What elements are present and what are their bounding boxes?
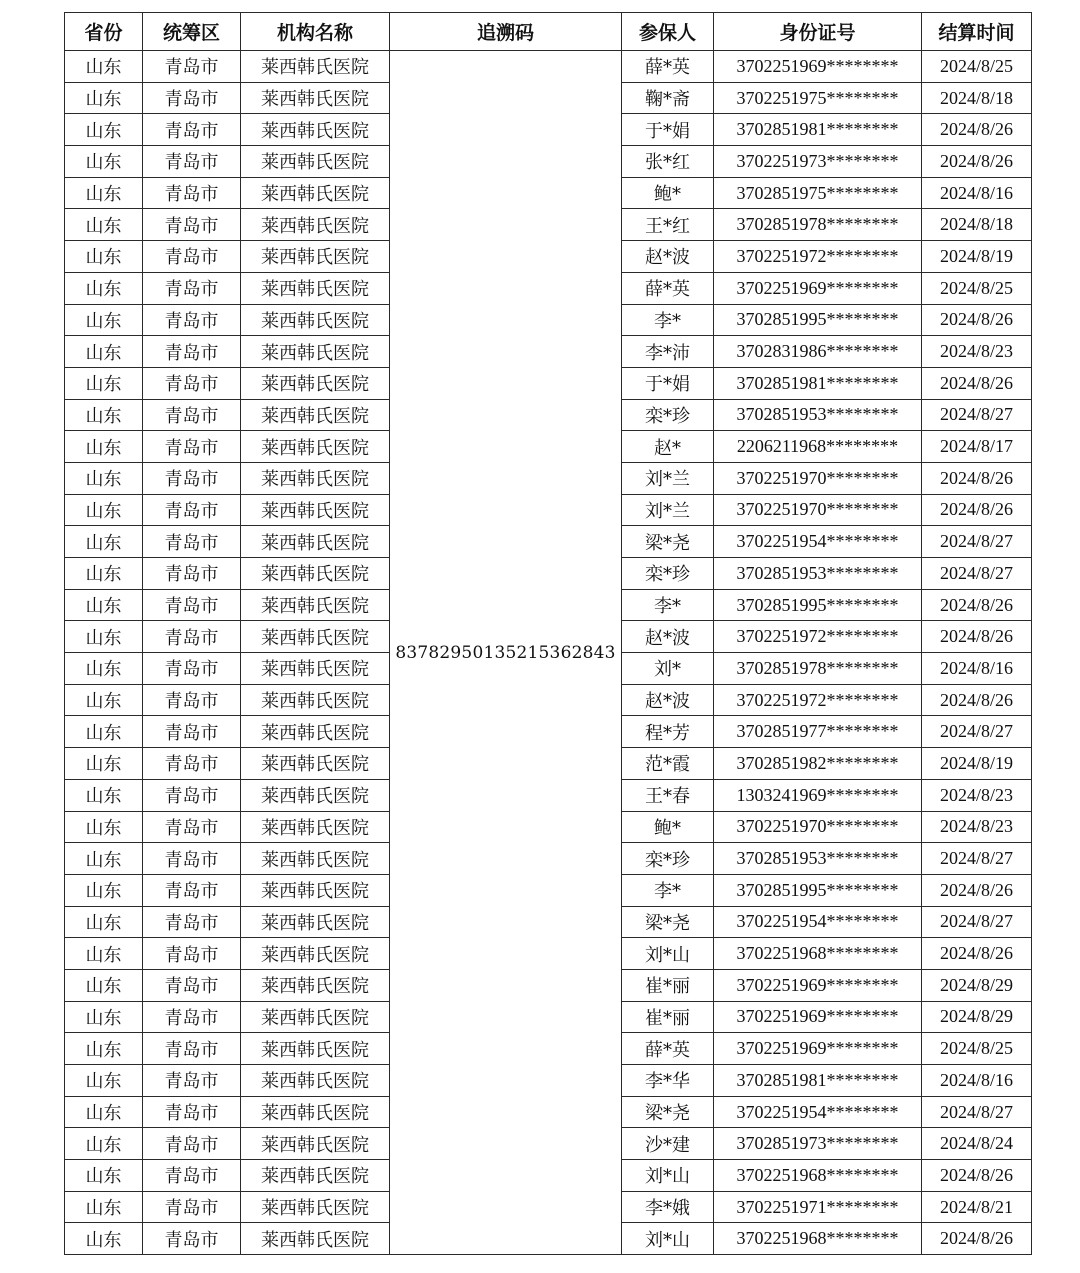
table-row — [65, 51, 1032, 83]
cell-id-number: 3702251969******** — [714, 1033, 922, 1065]
cell-province: 山东 — [65, 938, 143, 970]
cell-insured: 梁*尧 — [622, 906, 714, 938]
cell-institution: 莱西韩氏医院 — [241, 684, 390, 716]
cell-insured: 赵*波 — [622, 241, 714, 273]
cell-settle-time: 2024/8/29 — [922, 969, 1032, 1001]
cell-insured: 赵* — [622, 431, 714, 463]
table-body — [65, 51, 1032, 1255]
cell-insured: 于*娟 — [622, 367, 714, 399]
cell-id-number: 3702251968******** — [714, 1160, 922, 1192]
cell-region: 青岛市 — [143, 684, 241, 716]
cell-institution: 莱西韩氏医院 — [241, 114, 390, 146]
cell-region: 青岛市 — [143, 843, 241, 875]
cell-institution: 莱西韩氏医院 — [241, 906, 390, 938]
cell-province: 山东 — [65, 558, 143, 590]
cell-institution: 莱西韩氏医院 — [241, 241, 390, 273]
cell-insured: 刘*兰 — [622, 494, 714, 526]
cell-institution: 莱西韩氏医院 — [241, 1096, 390, 1128]
cell-id-number: 3702251972******** — [714, 621, 922, 653]
cell-province: 山东 — [65, 1033, 143, 1065]
cell-insured: 沙*建 — [622, 1128, 714, 1160]
cell-province: 山东 — [65, 1160, 143, 1192]
cell-province: 山东 — [65, 51, 143, 83]
cell-province: 山东 — [65, 621, 143, 653]
cell-insured: 梁*尧 — [622, 526, 714, 558]
cell-id-number: 3702851981******** — [714, 367, 922, 399]
cell-region: 青岛市 — [143, 1191, 241, 1223]
header-insured: 参保人 — [622, 13, 714, 51]
cell-region: 青岛市 — [143, 336, 241, 368]
cell-insured: 张*红 — [622, 146, 714, 178]
cell-institution: 莱西韩氏医院 — [241, 336, 390, 368]
cell-id-number: 3702851977******** — [714, 716, 922, 748]
cell-institution: 莱西韩氏医院 — [241, 272, 390, 304]
cell-id-number: 3702251968******** — [714, 938, 922, 970]
cell-settle-time: 2024/8/24 — [922, 1128, 1032, 1160]
cell-insured: 程*芳 — [622, 716, 714, 748]
cell-province: 山东 — [65, 114, 143, 146]
cell-region: 青岛市 — [143, 51, 241, 83]
cell-institution: 莱西韩氏医院 — [241, 969, 390, 1001]
cell-id-number: 3702851981******** — [714, 114, 922, 146]
cell-id-number: 3702851995******** — [714, 589, 922, 621]
cell-province: 山东 — [65, 146, 143, 178]
cell-insured: 梁*尧 — [622, 1096, 714, 1128]
cell-region: 青岛市 — [143, 558, 241, 590]
cell-region: 青岛市 — [143, 1065, 241, 1097]
cell-institution: 莱西韩氏医院 — [241, 1191, 390, 1223]
cell-insured: 刘*兰 — [622, 462, 714, 494]
cell-insured: 刘*山 — [622, 1223, 714, 1255]
cell-region: 青岛市 — [143, 653, 241, 685]
cell-insured: 于*娟 — [622, 114, 714, 146]
cell-settle-time: 2024/8/26 — [922, 304, 1032, 336]
cell-id-number: 3702251969******** — [714, 969, 922, 1001]
cell-id-number: 3702251969******** — [714, 51, 922, 83]
cell-settle-time: 2024/8/26 — [922, 114, 1032, 146]
header-trace-code: 追溯码 — [390, 13, 622, 51]
cell-settle-time: 2024/8/16 — [922, 177, 1032, 209]
cell-province: 山东 — [65, 1223, 143, 1255]
cell-id-number: 3702251969******** — [714, 1001, 922, 1033]
cell-province: 山东 — [65, 589, 143, 621]
cell-insured: 李*娥 — [622, 1191, 714, 1223]
header-id-number: 身份证号 — [714, 13, 922, 51]
cell-region: 青岛市 — [143, 1033, 241, 1065]
cell-province: 山东 — [65, 1128, 143, 1160]
cell-settle-time: 2024/8/27 — [922, 526, 1032, 558]
cell-province: 山东 — [65, 748, 143, 780]
cell-insured: 薛*英 — [622, 272, 714, 304]
cell-institution: 莱西韩氏医院 — [241, 1001, 390, 1033]
cell-settle-time: 2024/8/27 — [922, 1096, 1032, 1128]
cell-id-number: 3702851953******** — [714, 399, 922, 431]
cell-institution: 莱西韩氏医院 — [241, 843, 390, 875]
cell-province: 山东 — [65, 1001, 143, 1033]
cell-province: 山东 — [65, 431, 143, 463]
cell-region: 青岛市 — [143, 367, 241, 399]
cell-province: 山东 — [65, 969, 143, 1001]
cell-insured: 刘*山 — [622, 1160, 714, 1192]
cell-region: 青岛市 — [143, 114, 241, 146]
cell-institution: 莱西韩氏医院 — [241, 1223, 390, 1255]
cell-settle-time: 2024/8/26 — [922, 367, 1032, 399]
cell-province: 山东 — [65, 336, 143, 368]
cell-institution: 莱西韩氏医院 — [241, 1065, 390, 1097]
cell-region: 青岛市 — [143, 304, 241, 336]
cell-insured: 赵*波 — [622, 621, 714, 653]
cell-insured: 薛*英 — [622, 1033, 714, 1065]
cell-province: 山东 — [65, 716, 143, 748]
cell-settle-time: 2024/8/16 — [922, 1065, 1032, 1097]
cell-id-number: 3702851973******** — [714, 1128, 922, 1160]
cell-region: 青岛市 — [143, 938, 241, 970]
cell-insured: 栾*珍 — [622, 558, 714, 590]
cell-insured: 范*霞 — [622, 748, 714, 780]
cell-insured: 赵*波 — [622, 684, 714, 716]
cell-id-number: 3702851982******** — [714, 748, 922, 780]
cell-region: 青岛市 — [143, 589, 241, 621]
cell-settle-time: 2024/8/27 — [922, 716, 1032, 748]
cell-id-number: 3702851981******** — [714, 1065, 922, 1097]
cell-insured: 崔*丽 — [622, 969, 714, 1001]
cell-institution: 莱西韩氏医院 — [241, 874, 390, 906]
cell-region: 青岛市 — [143, 209, 241, 241]
cell-institution: 莱西韩氏医院 — [241, 779, 390, 811]
header-region: 统筹区 — [143, 13, 241, 51]
cell-province: 山东 — [65, 653, 143, 685]
cell-settle-time: 2024/8/23 — [922, 811, 1032, 843]
cell-settle-time: 2024/8/27 — [922, 558, 1032, 590]
cell-settle-time: 2024/8/19 — [922, 241, 1032, 273]
cell-institution: 莱西韩氏医院 — [241, 304, 390, 336]
cell-insured: 王*春 — [622, 779, 714, 811]
cell-institution: 莱西韩氏医院 — [241, 621, 390, 653]
cell-settle-time: 2024/8/18 — [922, 82, 1032, 114]
cell-id-number: 3702831986******** — [714, 336, 922, 368]
cell-id-number: 3702851953******** — [714, 843, 922, 875]
header-settle-time: 结算时间 — [922, 13, 1032, 51]
cell-id-number: 3702251973******** — [714, 146, 922, 178]
cell-id-number: 3702251954******** — [714, 1096, 922, 1128]
cell-region: 青岛市 — [143, 146, 241, 178]
cell-insured: 鲍* — [622, 177, 714, 209]
cell-settle-time: 2024/8/26 — [922, 874, 1032, 906]
cell-region: 青岛市 — [143, 748, 241, 780]
cell-region: 青岛市 — [143, 874, 241, 906]
cell-settle-time: 2024/8/26 — [922, 494, 1032, 526]
cell-id-number: 3702251971******** — [714, 1191, 922, 1223]
cell-settle-time: 2024/8/17 — [922, 431, 1032, 463]
cell-institution: 莱西韩氏医院 — [241, 431, 390, 463]
cell-settle-time: 2024/8/18 — [922, 209, 1032, 241]
cell-settle-time: 2024/8/25 — [922, 1033, 1032, 1065]
cell-insured: 栾*珍 — [622, 843, 714, 875]
header-row — [65, 13, 1032, 51]
cell-institution: 莱西韩氏医院 — [241, 209, 390, 241]
cell-province: 山东 — [65, 1065, 143, 1097]
cell-province: 山东 — [65, 462, 143, 494]
cell-id-number: 3702851975******** — [714, 177, 922, 209]
cell-id-number: 3702251968******** — [714, 1223, 922, 1255]
settlement-table — [64, 12, 1032, 1255]
cell-province: 山东 — [65, 209, 143, 241]
cell-region: 青岛市 — [143, 1096, 241, 1128]
cell-region: 青岛市 — [143, 1128, 241, 1160]
cell-settle-time: 2024/8/26 — [922, 589, 1032, 621]
cell-insured: 刘* — [622, 653, 714, 685]
cell-region: 青岛市 — [143, 462, 241, 494]
cell-trace-code: 83782950135215362843 — [390, 51, 622, 1255]
cell-id-number: 3702251970******** — [714, 494, 922, 526]
cell-settle-time: 2024/8/26 — [922, 1160, 1032, 1192]
cell-region: 青岛市 — [143, 241, 241, 273]
cell-province: 山东 — [65, 1096, 143, 1128]
cell-insured: 栾*珍 — [622, 399, 714, 431]
cell-region: 青岛市 — [143, 399, 241, 431]
cell-institution: 莱西韩氏医院 — [241, 1033, 390, 1065]
cell-region: 青岛市 — [143, 779, 241, 811]
cell-insured: 李* — [622, 304, 714, 336]
cell-insured: 崔*丽 — [622, 1001, 714, 1033]
cell-region: 青岛市 — [143, 177, 241, 209]
cell-institution: 莱西韩氏医院 — [241, 399, 390, 431]
cell-institution: 莱西韩氏医院 — [241, 526, 390, 558]
cell-settle-time: 2024/8/25 — [922, 51, 1032, 83]
cell-province: 山东 — [65, 811, 143, 843]
cell-region: 青岛市 — [143, 82, 241, 114]
cell-institution: 莱西韩氏医院 — [241, 494, 390, 526]
cell-institution: 莱西韩氏医院 — [241, 811, 390, 843]
cell-institution: 莱西韩氏医院 — [241, 367, 390, 399]
cell-province: 山东 — [65, 177, 143, 209]
cell-settle-time: 2024/8/26 — [922, 146, 1032, 178]
cell-province: 山东 — [65, 367, 143, 399]
cell-id-number: 3702851978******** — [714, 653, 922, 685]
cell-id-number: 3702251972******** — [714, 684, 922, 716]
cell-settle-time: 2024/8/26 — [922, 684, 1032, 716]
cell-province: 山东 — [65, 82, 143, 114]
cell-province: 山东 — [65, 843, 143, 875]
cell-province: 山东 — [65, 304, 143, 336]
cell-id-number: 3702251954******** — [714, 526, 922, 558]
cell-insured: 王*红 — [622, 209, 714, 241]
cell-institution: 莱西韩氏医院 — [241, 82, 390, 114]
cell-id-number: 3702251954******** — [714, 906, 922, 938]
cell-settle-time: 2024/8/27 — [922, 906, 1032, 938]
cell-settle-time: 2024/8/21 — [922, 1191, 1032, 1223]
cell-province: 山东 — [65, 399, 143, 431]
cell-insured: 薛*英 — [622, 51, 714, 83]
cell-region: 青岛市 — [143, 621, 241, 653]
cell-region: 青岛市 — [143, 526, 241, 558]
cell-province: 山东 — [65, 272, 143, 304]
cell-id-number: 3702851953******** — [714, 558, 922, 590]
cell-insured: 鲍* — [622, 811, 714, 843]
cell-settle-time: 2024/8/19 — [922, 748, 1032, 780]
cell-id-number: 3702851978******** — [714, 209, 922, 241]
cell-region: 青岛市 — [143, 811, 241, 843]
cell-insured: 鞠*斋 — [622, 82, 714, 114]
cell-institution: 莱西韩氏医院 — [241, 938, 390, 970]
cell-province: 山东 — [65, 494, 143, 526]
cell-insured: 李* — [622, 874, 714, 906]
cell-province: 山东 — [65, 906, 143, 938]
cell-region: 青岛市 — [143, 431, 241, 463]
cell-institution: 莱西韩氏医院 — [241, 1128, 390, 1160]
header-province: 省份 — [65, 13, 143, 51]
cell-settle-time: 2024/8/26 — [922, 621, 1032, 653]
cell-id-number: 3702251970******** — [714, 811, 922, 843]
cell-insured: 李* — [622, 589, 714, 621]
cell-province: 山东 — [65, 684, 143, 716]
cell-id-number: 3702851995******** — [714, 304, 922, 336]
cell-id-number: 1303241969******** — [714, 779, 922, 811]
cell-institution: 莱西韩氏医院 — [241, 589, 390, 621]
cell-province: 山东 — [65, 779, 143, 811]
cell-insured: 李*华 — [622, 1065, 714, 1097]
cell-settle-time: 2024/8/23 — [922, 336, 1032, 368]
cell-institution: 莱西韩氏医院 — [241, 146, 390, 178]
cell-settle-time: 2024/8/23 — [922, 779, 1032, 811]
cell-institution: 莱西韩氏医院 — [241, 716, 390, 748]
cell-insured: 李*沛 — [622, 336, 714, 368]
cell-settle-time: 2024/8/27 — [922, 399, 1032, 431]
cell-province: 山东 — [65, 241, 143, 273]
cell-institution: 莱西韩氏医院 — [241, 653, 390, 685]
cell-region: 青岛市 — [143, 906, 241, 938]
cell-region: 青岛市 — [143, 1223, 241, 1255]
cell-institution: 莱西韩氏医院 — [241, 1160, 390, 1192]
cell-region: 青岛市 — [143, 494, 241, 526]
cell-settle-time: 2024/8/16 — [922, 653, 1032, 685]
cell-institution: 莱西韩氏医院 — [241, 462, 390, 494]
cell-region: 青岛市 — [143, 272, 241, 304]
cell-settle-time: 2024/8/26 — [922, 938, 1032, 970]
cell-id-number: 3702251969******** — [714, 272, 922, 304]
cell-region: 青岛市 — [143, 969, 241, 1001]
cell-province: 山东 — [65, 526, 143, 558]
cell-id-number: 3702251975******** — [714, 82, 922, 114]
cell-province: 山东 — [65, 1191, 143, 1223]
cell-settle-time: 2024/8/26 — [922, 1223, 1032, 1255]
cell-institution: 莱西韩氏医院 — [241, 51, 390, 83]
cell-institution: 莱西韩氏医院 — [241, 748, 390, 780]
cell-institution: 莱西韩氏医院 — [241, 558, 390, 590]
cell-id-number: 3702851995******** — [714, 874, 922, 906]
cell-region: 青岛市 — [143, 1160, 241, 1192]
cell-id-number: 3702251972******** — [714, 241, 922, 273]
cell-settle-time: 2024/8/29 — [922, 1001, 1032, 1033]
cell-settle-time: 2024/8/27 — [922, 843, 1032, 875]
cell-region: 青岛市 — [143, 716, 241, 748]
cell-insured: 刘*山 — [622, 938, 714, 970]
cell-settle-time: 2024/8/25 — [922, 272, 1032, 304]
header-institution: 机构名称 — [241, 13, 390, 51]
cell-id-number: 2206211968******** — [714, 431, 922, 463]
cell-province: 山东 — [65, 874, 143, 906]
cell-id-number: 3702251970******** — [714, 462, 922, 494]
cell-institution: 莱西韩氏医院 — [241, 177, 390, 209]
cell-region: 青岛市 — [143, 1001, 241, 1033]
cell-settle-time: 2024/8/26 — [922, 462, 1032, 494]
